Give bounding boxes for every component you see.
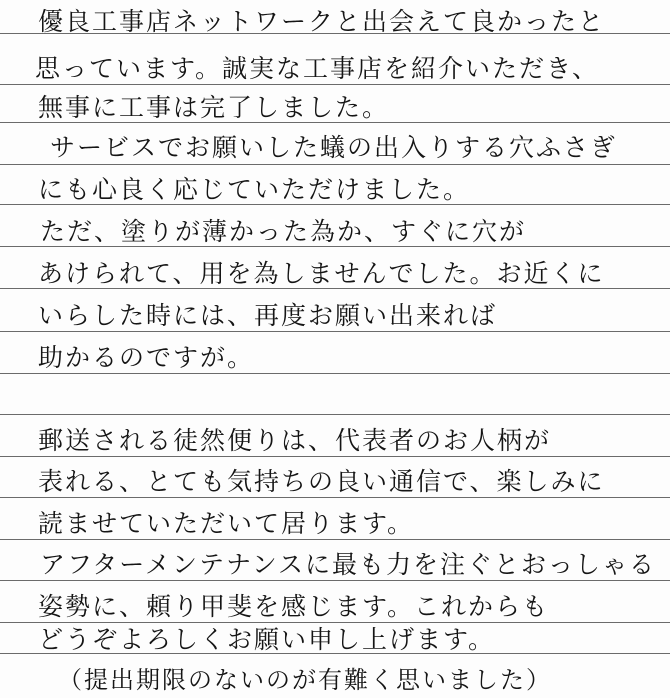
- letter-line: ただ、塗りが薄かった為か、すぐに穴が: [40, 217, 527, 246]
- letter-line: にも心良く応じていただけました。: [38, 175, 471, 204]
- letter-line: あけられて、用を為しませんでした。お近くに: [38, 259, 605, 288]
- letter-line: 郵送される徒然便りは、代表者のお人柄が: [38, 426, 552, 455]
- letter-line: 助かるのですが。: [38, 343, 255, 372]
- letter-line: 表れる、とても気持ちの良い通信で、楽しみに: [38, 467, 605, 496]
- letter-line: いらした時には、再度お願い出来れば: [38, 301, 498, 330]
- letter-line: 優良工事店ネットワークと出会えて良かったと: [38, 7, 606, 36]
- letter-line: 思っています。誠実な工事店を紹介いただき、: [35, 54, 600, 83]
- letter-line: 無事に工事は完了しました。: [38, 93, 390, 122]
- letter-line: アフターメンテナンスに最も力を注ぐとおっしゃる: [40, 550, 657, 579]
- letter-line: 姿勢に、頼り甲斐を感じます。これからも: [38, 592, 550, 621]
- letter-line: どうぞよろしくお願い申し上げます。: [38, 625, 496, 654]
- letter-line: 読ませていただいて居ります。: [38, 509, 415, 538]
- letter-line: サービスでお願いした蟻の出入りする穴ふさぎ: [50, 133, 618, 162]
- footer-note: （提出期限のないのが有難く思いました）: [58, 666, 552, 694]
- ruled-line: [0, 164, 670, 165]
- ruled-line: [0, 414, 670, 415]
